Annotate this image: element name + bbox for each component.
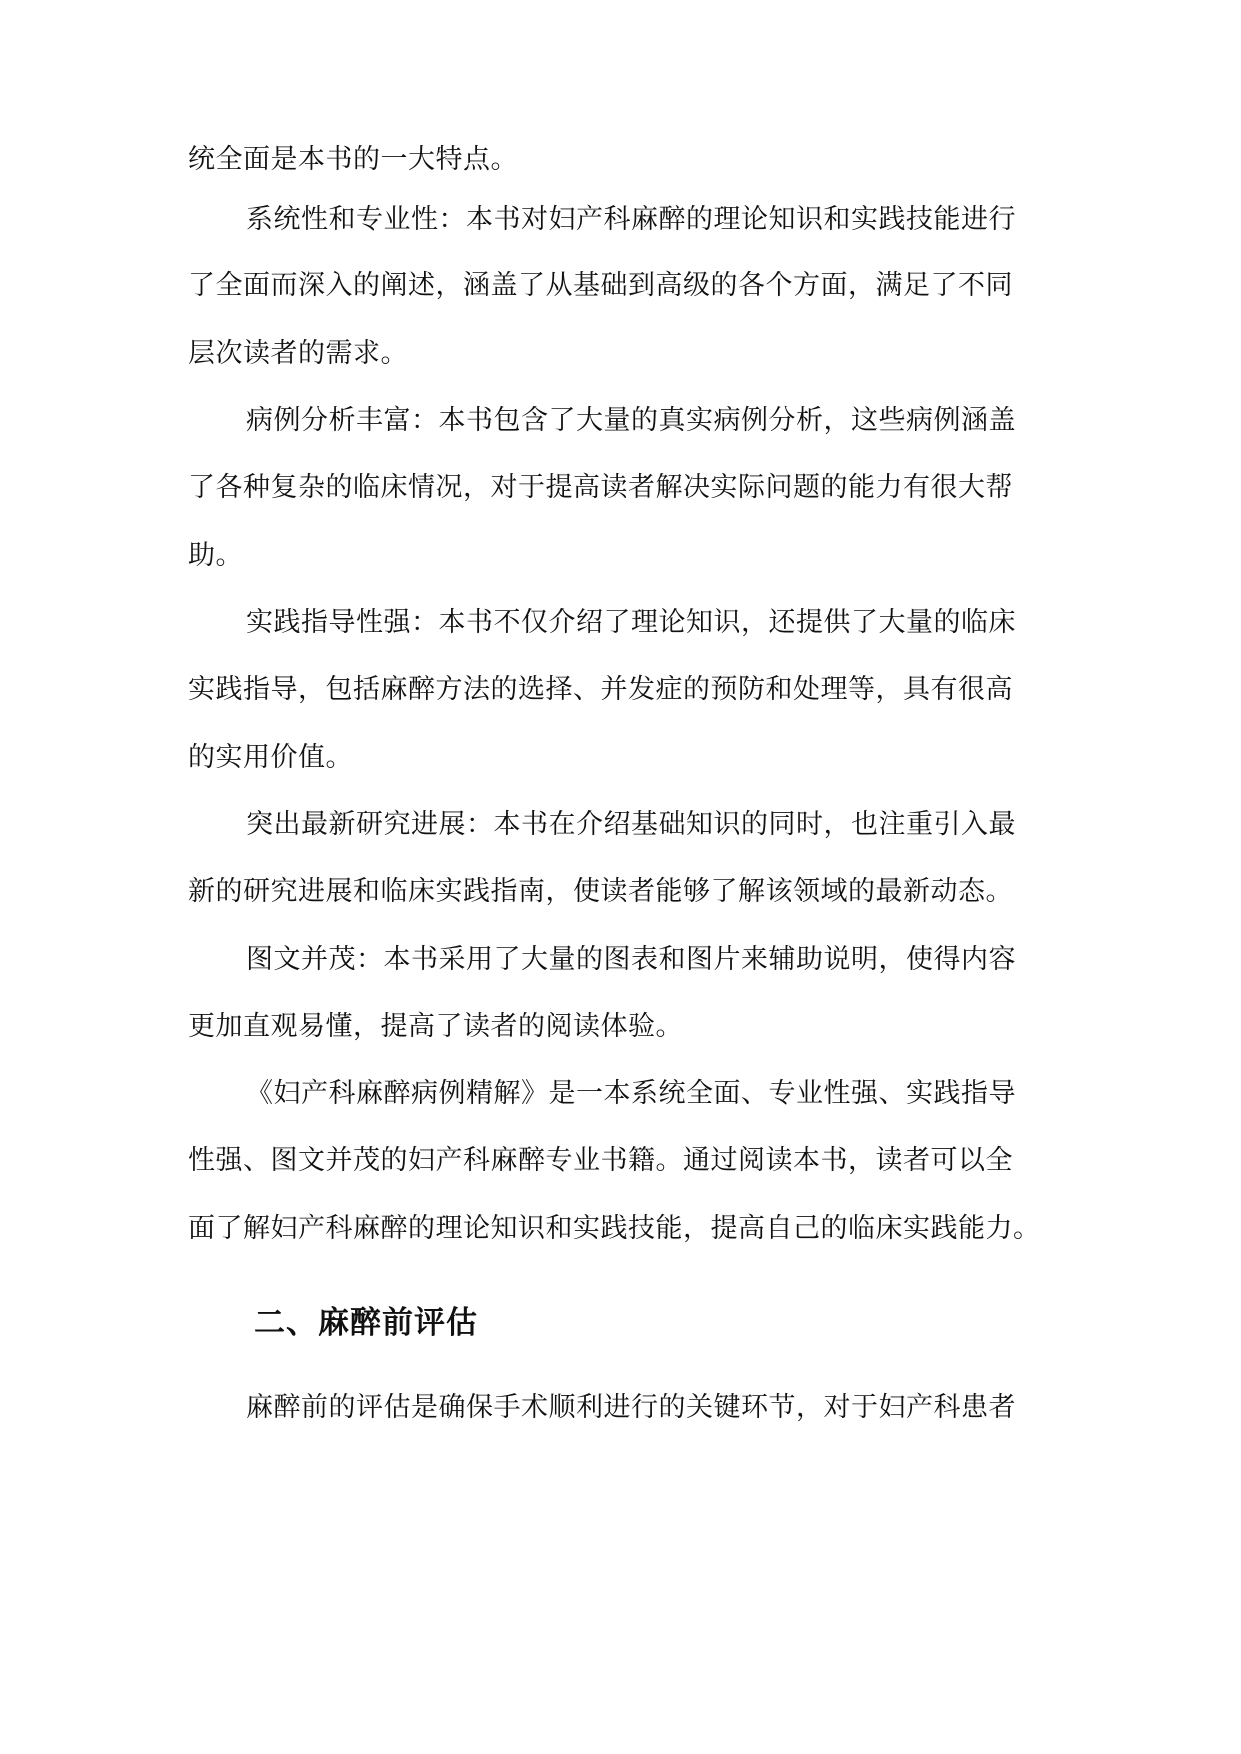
paragraph-first-line: 图文并茂：本书采用了大量的图表和图片来辅助说明，使得内容: [246, 944, 1016, 975]
text-line: 性强、图文并茂的妇产科麻醉专业书籍。通过阅读本书，读者可以全: [188, 1145, 1013, 1176]
text-line: 的实用价值。: [188, 742, 353, 773]
text-line: 了全面而深入的阐述，涵盖了从基础到高级的各个方面，满足了不同: [188, 270, 1013, 301]
text-line: 新的研究进展和临床实践指南，使读者能够了解该领域的最新动态。: [188, 876, 1013, 907]
paragraph-first-line: 《妇产科麻醉病例精解》是一本系统全面、专业性强、实践指导: [246, 1078, 1016, 1109]
text-line: 实践指导，包括麻醉方法的选择、并发症的预防和处理等，具有很高: [188, 674, 1013, 705]
text-line: 统全面是本书的一大特点。: [188, 144, 518, 175]
text-line: 层次读者的需求。: [188, 338, 408, 369]
paragraph-first-line: 突出最新研究进展：本书在介绍基础知识的同时，也注重引入最: [246, 809, 1016, 840]
paragraph-first-line: 实践指导性强：本书不仅介绍了理论知识，还提供了大量的临床: [246, 607, 1016, 638]
paragraph-first-line: 系统性和专业性：本书对妇产科麻醉的理论知识和实践技能进行: [246, 204, 1016, 235]
section-heading: 二、麻醉前评估: [254, 1305, 478, 1341]
paragraph-first-line: 麻醉前的评估是确保手术顺利进行的关键环节，对于妇产科患者: [246, 1392, 1016, 1423]
text-line: 面了解妇产科麻醉的理论知识和实践技能，提高自己的临床实践能力。: [188, 1213, 1041, 1244]
text-line: 助。: [188, 540, 243, 571]
paragraph-first-line: 病例分析丰富：本书包含了大量的真实病例分析，这些病例涵盖: [246, 405, 1016, 436]
text-line: 了各种复杂的临床情况，对于提高读者解决实际问题的能力有很大帮: [188, 472, 1013, 503]
text-line: 更加直观易懂，提高了读者的阅读体验。: [188, 1011, 683, 1042]
